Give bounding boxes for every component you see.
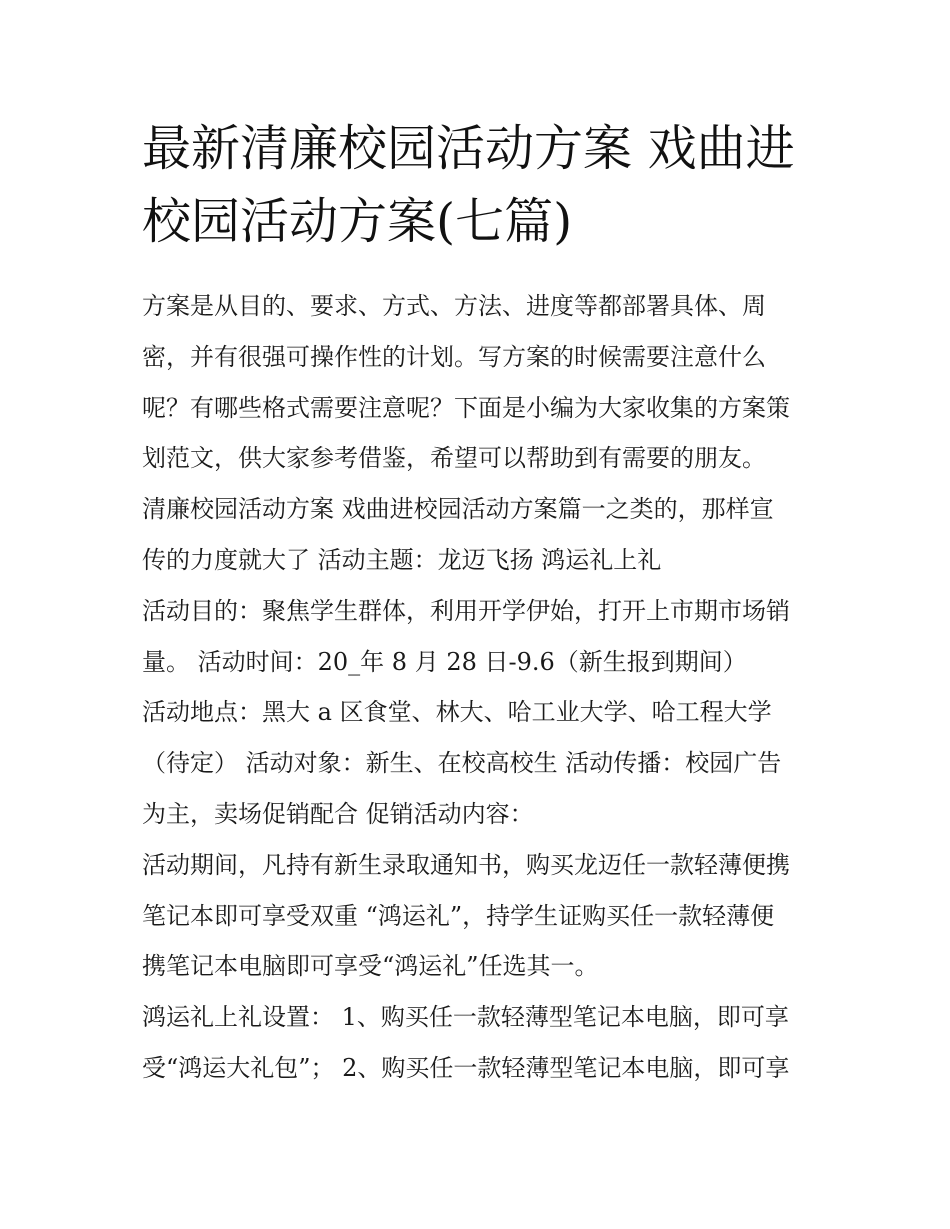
title-line: 最新清廉校园活动方案 戏曲进 (142, 120, 795, 177)
body-line: 活动地点：黑大 a 区食堂、林大、哈工业大学、哈工程大学 (142, 698, 772, 727)
body-line: 为主，卖场促销配合 促销活动内容： (142, 799, 534, 828)
body-line: （待定） 活动对象：新生、在校高校生 活动传播：校园广告 (142, 749, 782, 778)
body-line: 活动目的：聚焦学生群体，利用开学伊始，打开上市期市场销 (142, 596, 790, 625)
document-title (142, 112, 822, 258)
document-body (142, 281, 822, 1094)
title-line: 校园活动方案(七篇) (142, 193, 573, 250)
body-line: 笔记本即可享受双重 “鸿运礼”，持学生证购买任一款轻薄便 (142, 901, 775, 930)
body-line: 受“鸿运大礼包”； 2、购买任一款轻薄型笔记本电脑，即可享 (142, 1053, 790, 1082)
body-line: 活动期间，凡持有新生录取通知书，购买龙迈任一款轻薄便携 (142, 850, 790, 879)
body-line: 呢？有哪些格式需要注意呢？下面是小编为大家收集的方案策 (142, 393, 790, 422)
body-line: 量。 活动时间：20_年 8 月 28 日-9.6（新生报到期间） (142, 647, 747, 676)
body-line: 携笔记本电脑即可享受“鸿运礼”任选其一。 (142, 952, 599, 981)
body-line: 鸿运礼上礼设置： 1、购买任一款轻薄型笔记本电脑，即可享 (142, 1003, 789, 1032)
body-line: 清廉校园活动方案 戏曲进校园活动方案篇一之类的，那样宣 (142, 495, 774, 524)
body-line: 方案是从目的、要求、方式、方法、进度等都部署具体、周 (142, 292, 766, 320)
body-line: 传的力度就大了 活动主题：龙迈飞扬 鸿运礼上礼 (142, 545, 662, 574)
body-line: 密，并有很强可操作性的计划。写方案的时候需要注意什么 (142, 342, 766, 371)
document-content (142, 112, 822, 1094)
body-line: 划范文，供大家参考借鉴，希望可以帮助到有需要的朋友。 (142, 444, 766, 473)
